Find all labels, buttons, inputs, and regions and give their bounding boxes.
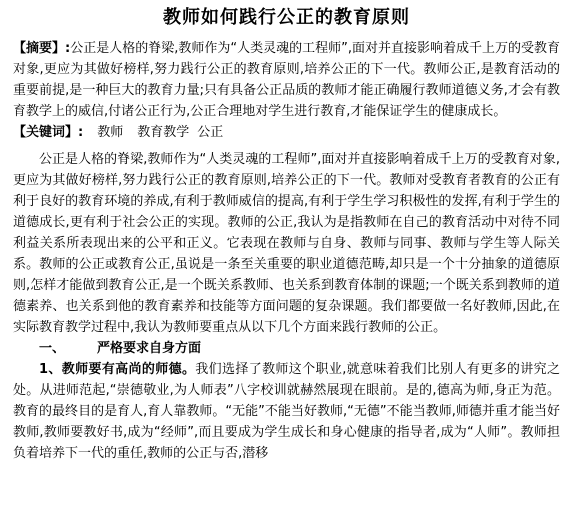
document-body [13, 149, 560, 338]
abstract-paragraph [13, 38, 560, 122]
subsection-heading: 1、教师要有高尚的师德。 [39, 362, 196, 377]
keywords-line [13, 122, 560, 143]
document-title: 教师如何践行公正的教育原则 [163, 7, 410, 28]
subsection-text: 我们选择了教师这个职业,就意味着我们比别人有更多的讲究之处。从进师范起,“崇德敬业,为人师表”八字校训就赫然展现在眼前。是的,德高为师,身正为范。教育的最终目的是育人,育人靠教师。“无能”不能当好教师,“无德”不能当教师,师德并重才能当好教师,教师要教好书,成为“经师”,而且要成为学生成长和身心健康的指导者,成为“人师”。教师担负着培养下一代的重任,教师的公正与否,潜移 [13, 362, 560, 461]
keyword-item: 公正 [197, 125, 224, 140]
section-number: 一、 [39, 341, 66, 356]
section-heading [13, 338, 560, 359]
keywords-label: 【关键词】: [13, 125, 84, 140]
keyword-item: 教师 [97, 125, 124, 140]
section-title: 严格要求自身方面 [97, 341, 202, 356]
abstract-label: 【摘要】: [13, 41, 71, 56]
subsection-paragraph [13, 359, 560, 464]
keyword-item: 教育教学 [137, 125, 190, 140]
abstract-text: 公正是人格的脊梁,教师作为“人类灵魂的工程师”,面对并直接影响着成千上万的受教育对象,更应为其做好榜样,努力践行公正的教育原则,培养公正的下一代。教师公正,是教育活动的重要前提,是一种巨大的教育力量;只有具备公正品质的教师才能正确履行教师道德义务,才会有教育教学上的威信,付诸公正行为,公正合理地对学生进行教育,才能保证学生的健康成长。 [13, 41, 560, 119]
intro-paragraph: 公正是人格的脊梁,教师作为“人类灵魂的工程师”,面对并直接影响着成千上万的受教育对象,更应为其做好榜样,努力践行公正的教育原则,培养公正的下一代。教师对受教育者教育的公正有利于良好的教育环境的养成,有利于教师威信的提高,有利于学生学习积极性的发挥,有利于学生的道德成长,更有利于社会公正的实现。教师的公正,我认为是指教师在自己的教育活动中对待不同利益关系所表现出来的公平和正义。它表现在教师与自身、教师与同事、教师与学生等人际关系。教师的公正或教育公正,虽说是一条至关重要的职业道德范畴,却只是一个十分抽象的道德原则,怎样才能做到教育公正,是一个既关系教师、也关系到教育体制的课题;一个既关系到教师的道德素养、也关系到他的教育素养和技能等方面问题的复杂课题。我们都要做一名好教师,因此,在实际教育教学过程中,我认为教师要重点从以下几个方面来践行教师的公正。 [13, 152, 560, 335]
